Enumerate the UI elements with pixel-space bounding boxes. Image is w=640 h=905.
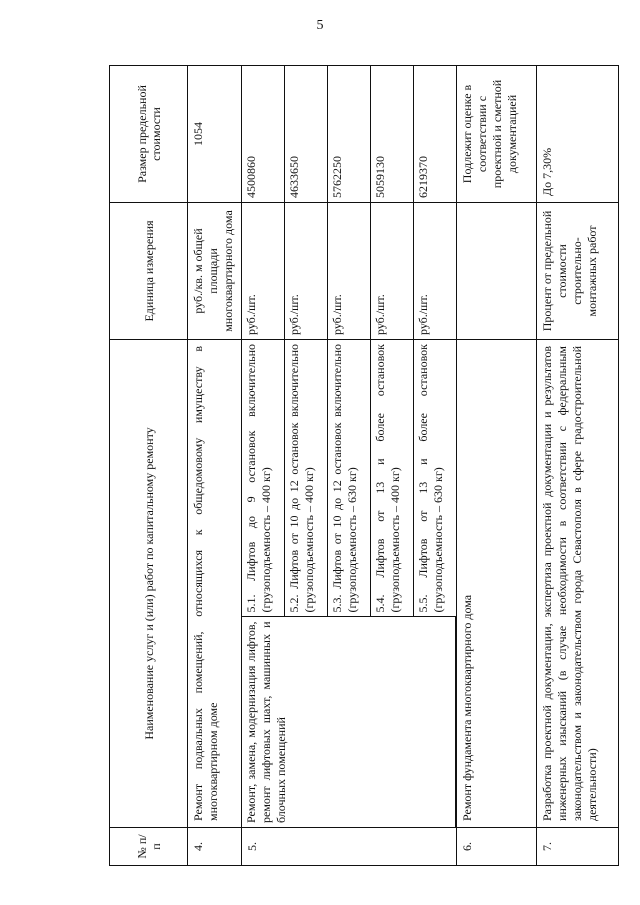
lift-costs — [242, 66, 457, 203]
rotated-table-container — [109, 66, 619, 866]
lift-subitem-5-1: 5.1. Лифтов до 9 остановок включительно (грузоподъемность – 400 кг) — [242, 340, 284, 617]
header-cost: Размер предельной стоимости — [110, 66, 188, 203]
table-row-7 — [537, 66, 619, 866]
header-unit: Единица измерения — [110, 203, 188, 340]
row-cost: 1054 — [188, 66, 242, 203]
lift-subitems-table — [242, 340, 456, 827]
lift-units-table — [242, 203, 456, 339]
lift-units — [242, 203, 457, 340]
lift-cost-5-1: 4500860 — [242, 66, 284, 202]
lift-costs-table — [242, 66, 456, 202]
row-cost: Подлежит оценке в соответствии с проектной и сметной документацией — [457, 66, 537, 203]
table-row-5 — [242, 66, 457, 866]
lift-unit-5-3: руб./шт. — [327, 203, 370, 339]
page-number: 5 — [316, 18, 324, 33]
row-number: 6. — [457, 828, 537, 866]
lift-cost-5-5: 6219370 — [416, 156, 431, 198]
capital-repair-cost-table — [109, 65, 619, 866]
row-cost: До 7,30% — [537, 66, 619, 203]
row-number: 7. — [537, 828, 619, 866]
row-name: Разработка проектной документации, экспертиза проектной документации и результатов инженерных изысканий (в случае необходимости в соответствии с федеральным законодательством и законодательством города Севастополя в сфере градостроительной деятельности) — [537, 340, 619, 828]
table-header-row — [110, 66, 188, 866]
lift-cost-5-4: 5059130 — [371, 66, 414, 202]
row-unit: руб./кв. м общей площади многоквартирного дома — [188, 203, 242, 340]
header-num: № п/п — [110, 828, 188, 866]
lift-cost-5-2: 4633650 — [284, 66, 327, 202]
lift-group-name: Ремонт, замена, модернизация лифтов, ремонт лифтовых шахт, машинных и блочных помещений — [242, 617, 456, 827]
lift-unit-5-5: руб./шт. — [416, 294, 431, 335]
lift-unit-5-4: руб./шт. — [371, 203, 414, 339]
lift-unit-5-2: руб./шт. — [284, 203, 327, 339]
lift-cost-5-3: 5762250 — [327, 66, 370, 202]
table-row-4 — [188, 66, 242, 866]
lift-subitem-5-2: 5.2. Лифтов от 10 до 12 остановок включительно (грузоподъемность – 400 кг) — [284, 340, 327, 617]
lift-subitem-5-4: 5.4. Лифтов от 13 и более остановок (грузоподъемность – 400 кг) — [370, 340, 413, 617]
row-unit — [457, 203, 537, 340]
lift-unit-5-1: руб./шт. — [242, 203, 284, 339]
lift-subitem-5-3: 5.3. Лифтов от 10 до 12 остановок включительно (грузоподъемность – 630 кг) — [327, 340, 370, 617]
row-name: Ремонт подвальных помещений, относящихся к общедомовому имуществу в многоквартирном доме — [188, 340, 242, 828]
row-number: 4. — [188, 828, 242, 866]
header-name: Наименование услуг и (или) работ по капитальному ремонту — [110, 340, 188, 828]
row-number: 5. — [242, 828, 457, 866]
row-unit: Процент от предельной стоимости строительно-монтажных работ — [537, 203, 619, 340]
row-name-group — [242, 340, 457, 828]
table-row-6 — [457, 66, 537, 866]
lift-subitem-5-5: 5.5. Лифтов от 13 и более остановок (грузоподъемность – 630 кг) — [413, 340, 455, 617]
row-name: Ремонт фундамента многоквартирного дома — [457, 340, 537, 828]
